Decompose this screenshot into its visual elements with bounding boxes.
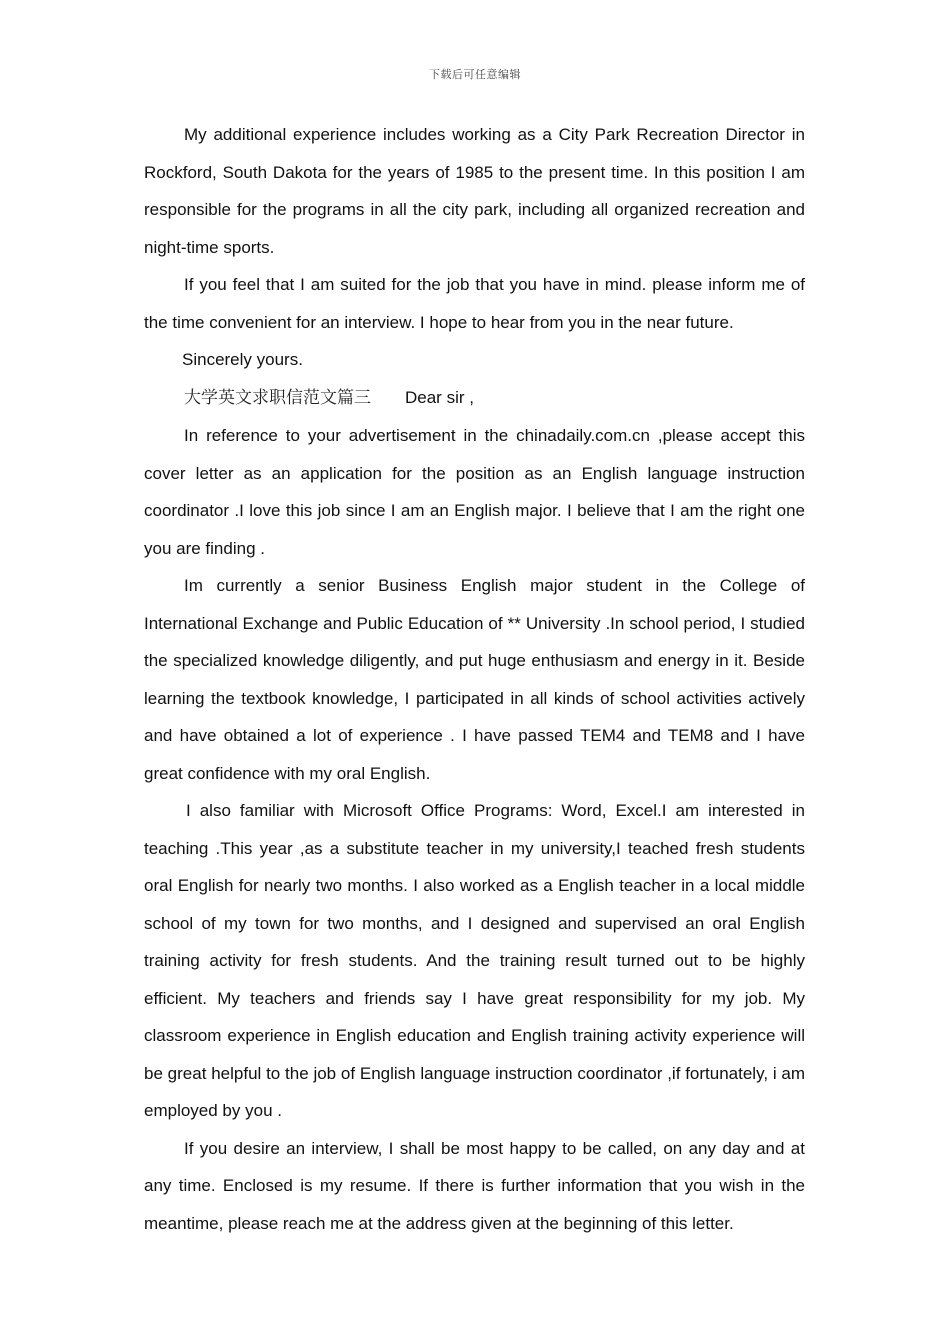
closing-line: Sincerely yours. (182, 350, 303, 369)
paragraph-interview-request: If you feel that I am suited for the job that you have in mind. please inform me of the time convenient for an interview. I hope to hear from you in the near future. (144, 275, 805, 332)
paragraph-additional-experience: My additional experience includes working as a City Park Recreation Director in Rockford, South Dakota for the years of 1985 to the present time. In this position I am responsible for the programs in all the city park, including all organized recreation and night-time sports. (144, 125, 805, 257)
paragraph-reference: In reference to your advertisement in the chinadaily.com.cn ,please accept this cover letter as an application for the position as an English language instruction coordinator .I love this job since I am an English major. I believe that I am the right one you are finding . (144, 426, 805, 558)
paragraph-education: Im currently a senior Business English major student in the College of International Exchange and Public Education of ** University .In school period, I studied the specialized knowledge diligently, and put huge enthusiasm and energy in it. Beside learning the textbook knowledge, I participated in all kinds of school activities actively and have obtained a lot of experience . I have passed TEM4 and TEM8 and I have great confidence with my oral English. (144, 576, 805, 783)
salutation: Dear sir , (405, 387, 474, 407)
page-header: 下载后可任意编辑 (429, 68, 521, 81)
letter-body (144, 116, 805, 1242)
section-heading-line (144, 379, 805, 418)
paragraph-closing-request: If you desire an interview, I shall be most happy to be called, on any day and at any time. Enclosed is my resume. If there is further information that you wish in the meantime, please reach me at the address given at the beginning of this letter. (144, 1138, 805, 1233)
paragraph-skills-experience: I also familiar with Microsoft Office Programs: Word, Excel.I am interested in teaching .This year ,as a substitute teacher in my university,I teached fresh students oral English for nearly two months. I also worked as a English teacher in a local middle school of my town for two months, and I designed and supervised an oral English training activity for fresh students. And the training result turned out to be highly efficient. My teachers and friends say I have great responsibility for my job. My classroom experience in English education and English training activity experience will be great helpful to the job of English language instruction coordinator ,if fortunately, i am employed by you . (144, 801, 805, 1120)
section-heading: 大学英文求职信范文篇三 (184, 387, 371, 408)
